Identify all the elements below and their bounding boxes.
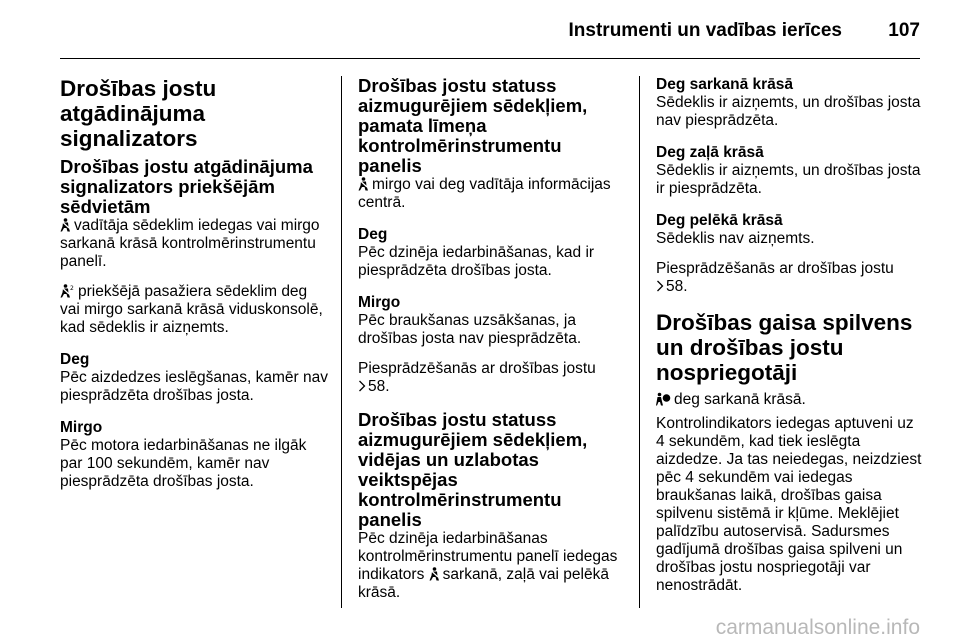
section-heading: Drošības gaisa spilvens un drošības jostu nospriegotāji (656, 310, 913, 385)
page-header (0, 0, 960, 60)
section-heading: Drošības jostu atgādinājuma signalizators (60, 76, 217, 151)
svg-text:2: 2 (70, 285, 74, 292)
deg-title: Deg (60, 351, 90, 368)
deg-title: Deg (358, 226, 388, 243)
reference-text: Piesprādzēšanās ar drošības jostu (358, 360, 596, 377)
deg-text: Pēc dzinēja iedarbināšanas, kad ir piesprādzēta drošības josta. (358, 244, 595, 279)
green-title: Deg zaļā krāsā (656, 144, 764, 161)
page-reference-arrow-icon (358, 380, 366, 392)
subsection-heading: Drošības jostu atgādinājuma signalizators priekšējām sēdvietām (60, 156, 313, 217)
column-divider (341, 76, 342, 608)
header-title: Instrumenti un vadības ierīces (568, 20, 842, 41)
paragraph (60, 283, 330, 337)
mirgo-text: Pēc motora iedarbināšanas ne ilgāk par 100 sekundēm, kamēr nav piesprādzēta drošības josta. (60, 437, 307, 490)
paragraph (656, 391, 926, 409)
airbag-icon (656, 392, 671, 406)
cross-reference (656, 260, 926, 296)
seatbelt-reminder-icon (60, 218, 71, 232)
page-reference-arrow-icon (656, 280, 664, 292)
deg-text: Pēc aizdedzes ieslēgšanas, kamēr nav piesprādzēta drošības josta. (60, 369, 328, 404)
paragraph-text: priekšējā pasažiera sēdeklim deg vai mirgo sarkanā krāsā viduskonsolē, kad sēdeklis ir aizņemts. (60, 283, 323, 336)
paragraph (358, 530, 628, 602)
red-title: Deg sarkanā krāsā (656, 76, 794, 93)
mirgo-text: Pēc braukšanas uzsākšanas, ja drošības josta nav piesprādzēta. (358, 312, 582, 347)
mirgo-title: Mirgo (60, 419, 103, 436)
column-2 (358, 76, 628, 602)
page-number: 107 (888, 20, 920, 41)
paragraph-text: vadītāja sēdeklim iedegas vai mirgo sarkanā krāsā kontrolmērinstrumentu panelī. (60, 217, 320, 270)
subsection-heading: Drošības jostu statuss aizmugurējiem sēdekļiem, vidējas un uzlabotas veiktspējas kontrolmērinstrumentu panelis (358, 409, 588, 530)
seatbelt-reminder-icon (429, 567, 440, 581)
reference-text: Piesprādzēšanās ar drošības jostu (656, 260, 894, 277)
header-rule (60, 58, 920, 59)
grey-title: Deg pelēkā krāsā (656, 212, 783, 229)
column-1 (60, 76, 330, 491)
grey-text: Sēdeklis nav aizņemts. (656, 230, 815, 247)
mirgo-title: Mirgo (358, 294, 401, 311)
reference-page[interactable]: 58. (666, 278, 688, 295)
green-text: Sēdeklis ir aizņemts, un drošības josta ir piesprādzēta. (656, 162, 921, 197)
seatbelt-reminder-icon (358, 177, 369, 191)
passenger-seatbelt-icon (60, 284, 75, 298)
paragraph-text: mirgo vai deg vadītāja informācijas centrā. (358, 176, 611, 211)
cross-reference (358, 360, 628, 396)
paragraph (60, 217, 330, 271)
paragraph-text: Pēc dzinēja iedarbināšanas kontrolmērinstrumentu panelī iedegas indikators (358, 530, 618, 583)
column-3 (656, 76, 926, 595)
paragraph-text: sarkanā, zaļā vai pelēkā krāsā. (358, 566, 609, 601)
subsection-heading: Drošības jostu statuss aizmugurējiem sēdekļiem, pamata līmeņa kontrolmērinstrumentu panelis (358, 75, 588, 176)
paragraph-text: deg sarkanā krāsā. (674, 391, 806, 408)
paragraph: Kontrolindikators iedegas aptuveni uz 4 sekundēm, kad tiek ieslēgta aizdedze. Ja tas neiedegas, neizdziest pēc 4 sekundēm vai iedegas braukšanas laikā, drošības gaisa spilvenu sistēmā ir kļūme. Meklējiet palīdzību autoservisā. Sadursmes gadījumā drošības gaisa spilveni un drošības jostu nospriegotāji var nenostrādāt. (656, 415, 922, 594)
reference-page[interactable]: 58. (368, 378, 390, 395)
watermark: carmanualsonline.info (715, 616, 920, 639)
paragraph (358, 176, 628, 212)
column-divider (639, 76, 640, 608)
red-text: Sēdeklis ir aizņemts, un drošības josta nav piesprādzēta. (656, 94, 921, 129)
